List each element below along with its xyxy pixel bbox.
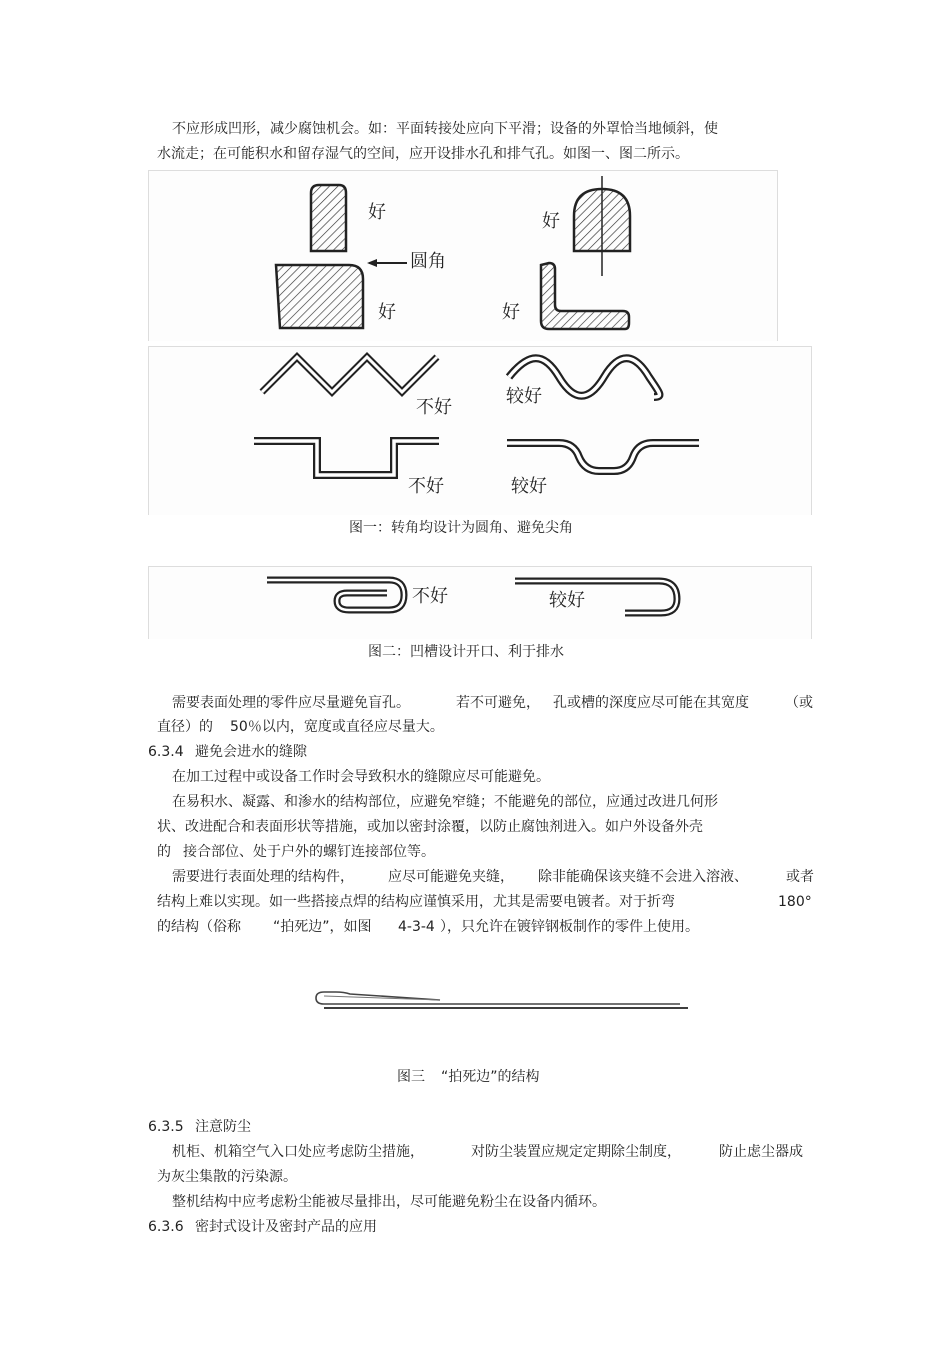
para-5-line-3-a: 的结构（俗称	[157, 919, 241, 935]
para-4-line-1: 在易积水、凝露、和渗水的结构部位，应避免窄缝；不能避免的部位，应通过改进几何形	[172, 794, 718, 810]
para-4-line-3-b: 接合部位、处于户外的螺钉连接部位等。	[183, 844, 435, 860]
round-channel-profile	[507, 443, 699, 471]
label-hem-bad: 不好	[412, 586, 448, 607]
para-6-seg-b: 对防尘装置应规定定期除尘制度，	[471, 1144, 681, 1160]
para-5-seg-a: 需要进行表面处理的结构件，	[172, 869, 354, 885]
open-hem-profile	[515, 581, 677, 613]
para-6-seg-c: 防止虑尘器成	[719, 1144, 803, 1160]
label-good-bottom-left: 好	[378, 302, 396, 323]
label-wave-better: 较好	[506, 386, 542, 407]
para-5-seg-c: 除非能确保该夹缝不会进入溶液、	[538, 869, 748, 885]
figure-1-bottom-panel	[148, 346, 812, 515]
para-1-line-2: 水流走；在可能积水和留存湿气的空间，应开设排水孔和排气孔。如图一、图二所示。	[157, 146, 689, 162]
para-5-line-3-b: “拍死边”，如图	[273, 919, 372, 935]
label-good-bottom-right: 好	[502, 302, 520, 323]
para-5-line-3-d: ），只允许在镀锌钢板制作的零件上使用。	[440, 919, 699, 935]
para-2-seg-a: 需要表面处理的零件应尽量避免盲孔。	[172, 695, 410, 711]
section-6-3-4-number: 6.3.4	[148, 744, 184, 760]
para-5-line-2-a: 结构上难以实现。如一些搭接点焊的结构应谨慎采用，尤其是需要电镀者。对于折弯	[157, 894, 675, 910]
hatched-block-rounded-top	[311, 185, 346, 251]
section-6-3-4-title: 避免会进水的缝隙	[195, 744, 307, 760]
para-2-seg-b: 若不可避免，	[456, 695, 540, 711]
para-5-line-2-b: 180°	[778, 894, 812, 910]
figure-1-top-panel	[148, 170, 778, 341]
para-1-line-1: 不应形成凹形，减少腐蚀机会。如：平面转接处应向下平滑；设备的外罩恰当地倾斜，使	[172, 121, 718, 137]
section-6-3-6-title: 密封式设计及密封产品的应用	[195, 1219, 377, 1235]
para-4-line-3-a: 的	[157, 844, 171, 860]
para-6-seg-a: 机柜、机箱空气入口处应考虑防尘措施，	[172, 1144, 424, 1160]
label-good-top-right: 好	[542, 211, 560, 232]
hatched-block-rounded-corner	[276, 265, 363, 328]
label-hem-better: 较好	[549, 590, 585, 611]
figure-2-panel	[148, 566, 812, 639]
square-channel-profile	[254, 441, 439, 475]
profile-diagram	[149, 347, 811, 515]
para-7: 整机结构中应考虑粉尘能被尽量排出，尽可能避免粉尘在设备内循环。	[172, 1194, 606, 1210]
fillet-diagram	[149, 171, 777, 341]
section-6-3-5-title: 注意防尘	[195, 1119, 251, 1135]
figure-2-caption: 图二：凹槽设计开口、利于排水	[368, 644, 564, 660]
para-2-line-2-a: 直径）的	[157, 719, 213, 735]
para-2-seg-c: 孔或槽的深度应尽可能在其宽度	[553, 695, 749, 711]
closed-hem-profile	[267, 580, 404, 610]
hatched-bell-shape	[574, 189, 630, 251]
para-4-line-2: 状、改进配合和表面形状等措施，或加以密封涂覆，以防止腐蚀剂进入。如户外设备外壳	[157, 819, 703, 835]
label-round-channel-better: 较好	[511, 476, 547, 497]
figure-3-caption-text: “拍死边”的结构	[441, 1069, 540, 1085]
hatched-l-bracket	[541, 263, 629, 329]
para-5-seg-b: 应尽可能避免夹缝，	[388, 869, 514, 885]
figure-1-caption: 图一：转角均设计为圆角、避免尖角	[349, 520, 573, 536]
para-2-seg-d: （或	[785, 695, 813, 711]
para-6-line-2: 为灰尘集散的污染源。	[157, 1169, 297, 1185]
label-square-channel-bad: 不好	[408, 476, 444, 497]
label-zigzag-bad: 不好	[416, 397, 452, 418]
para-5-line-3-c: 4-3-4	[398, 919, 435, 935]
para-5-seg-d: 或者	[786, 869, 814, 885]
label-fillet: 圆角	[410, 251, 446, 272]
section-6-3-6-number: 6.3.6	[148, 1219, 184, 1235]
section-6-3-5-number: 6.3.5	[148, 1119, 184, 1135]
figure-3-caption-number: 图三	[397, 1069, 425, 1085]
para-3: 在加工过程中或设备工作时会导致积水的缝隙应尽可能避免。	[172, 769, 550, 785]
para-2-line-2-b: 50％以内，宽度或直径应尽量大。	[230, 719, 444, 735]
hem-diagram	[149, 567, 811, 639]
label-good-top-left: 好	[368, 202, 386, 223]
figure-3-flattened-hem	[310, 985, 690, 1015]
